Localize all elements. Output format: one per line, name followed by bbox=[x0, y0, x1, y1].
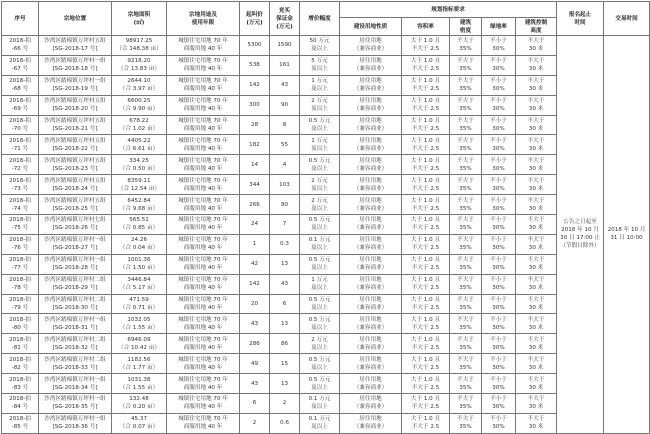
table-row bbox=[2, 75, 650, 95]
cell-area: 1031.38 （合 1.55 亩） bbox=[112, 374, 167, 394]
header-start-price: 起叫价 (万元) bbox=[240, 2, 270, 36]
cell-far: 大于 1.0 且 不大于 2.5 bbox=[402, 314, 450, 334]
cell-land-nature: 居住用地 （兼容商业） bbox=[340, 334, 402, 354]
cell-deposit: 13 bbox=[270, 374, 300, 394]
cell-deposit: 86 bbox=[270, 334, 300, 354]
cell-far: 大于 1.0 且 不大于 2.5 bbox=[402, 75, 450, 95]
cell-density: 不大于 35% bbox=[450, 334, 482, 354]
cell-increment: 0.5 万元 及以上 bbox=[300, 294, 340, 314]
cell-no: 2018-拍 -74 号 bbox=[2, 195, 39, 215]
cell-area: 334.25 （合 0.50 亩） bbox=[112, 155, 167, 175]
cell-no: 2018-拍 -81 号 bbox=[2, 334, 39, 354]
cell-far: 大于 1.0 且 不大于 2.5 bbox=[402, 234, 450, 254]
cell-signup-time: 公告之日起至 2018 年 10 月 30 日 17:00 止 （节假日除外） bbox=[557, 36, 604, 434]
cell-deposit: 0.3 bbox=[270, 234, 300, 254]
cell-area: 6452.84 （合 9.68 亩） bbox=[112, 195, 167, 215]
cell-height: 不大于 30 米 bbox=[516, 254, 557, 274]
header-green: 绿地率 bbox=[482, 18, 516, 36]
cell-land-nature: 居住用地 （兼容商业） bbox=[340, 254, 402, 274]
cell-height: 不大于 30 米 bbox=[516, 334, 557, 354]
table-row bbox=[2, 155, 650, 175]
cell-increment: 50 万元 及以上 bbox=[300, 36, 340, 56]
cell-location: 沙湾区踏棉镇万坪村七组 [SG-2018-26 号] bbox=[39, 215, 112, 235]
cell-increment: 0.1 万元 及以上 bbox=[300, 234, 340, 254]
cell-start-price: 266 bbox=[240, 195, 270, 215]
cell-height: 不大于 30 米 bbox=[516, 274, 557, 294]
table-row bbox=[2, 354, 650, 374]
cell-height: 不大于 30 米 bbox=[516, 175, 557, 195]
cell-use: 城镇住宅用地 70 年 商服用地 40 年 bbox=[167, 36, 240, 56]
cell-height: 不大于 30 米 bbox=[516, 155, 557, 175]
header-density: 建筑 密度 bbox=[450, 18, 482, 36]
cell-start-price: 2 bbox=[240, 413, 270, 433]
cell-far: 大于 1.0 且 不大于 2.5 bbox=[402, 155, 450, 175]
header-increment: 增价幅度 bbox=[300, 2, 340, 36]
cell-start-price: 1 bbox=[240, 234, 270, 254]
header-height: 建筑控制 高度 bbox=[516, 18, 557, 36]
cell-density: 不大于 35% bbox=[450, 36, 482, 56]
cell-land-nature: 居住用地 （兼容商业） bbox=[340, 115, 402, 135]
header-deposit: 竞买 保证金 (万元) bbox=[270, 2, 300, 36]
cell-height: 不大于 30 米 bbox=[516, 314, 557, 334]
cell-far: 大于 1.0 且 不大于 2.5 bbox=[402, 294, 450, 314]
cell-area: 45.37 （合 0.07 亩） bbox=[112, 413, 167, 433]
cell-location: 沙湾区踏棉镇万坪村五组 [SG-2018-17 号] bbox=[39, 36, 112, 56]
cell-land-nature: 居住用地 （兼容商业） bbox=[340, 36, 402, 56]
cell-deposit: 2 bbox=[270, 394, 300, 414]
cell-height: 不大于 30 米 bbox=[516, 75, 557, 95]
cell-land-nature: 居住用地 （兼容商业） bbox=[340, 294, 402, 314]
table-row bbox=[2, 314, 650, 334]
cell-land-nature: 居住用地 （兼容商业） bbox=[340, 75, 402, 95]
cell-area: 471.59 （合 0.71 亩） bbox=[112, 294, 167, 314]
cell-use: 城镇住宅用地 70 年 商服用地 40 年 bbox=[167, 115, 240, 135]
cell-area: 565.51 （合 0.85 亩） bbox=[112, 215, 167, 235]
cell-use: 城镇住宅用地 70 年 商服用地 40 年 bbox=[167, 254, 240, 274]
cell-deposit: 90 bbox=[270, 95, 300, 115]
cell-density: 不大于 35% bbox=[450, 374, 482, 394]
cell-no: 2018-拍 -71 号 bbox=[2, 135, 39, 155]
cell-start-price: 6 bbox=[240, 394, 270, 414]
cell-location: 沙湾区踏棉镇万坪村二组 [SG-2018-32 号] bbox=[39, 334, 112, 354]
cell-location: 沙湾区踏棉镇万坪村二组 [SG-2018-29 号] bbox=[39, 274, 112, 294]
cell-density: 不大于 35% bbox=[450, 234, 482, 254]
cell-use: 城镇住宅用地 70 年 商服用地 40 年 bbox=[167, 354, 240, 374]
cell-increment: 2 万元 及以上 bbox=[300, 334, 340, 354]
cell-green: 不小于 30% bbox=[482, 36, 516, 56]
header-no: 序号 bbox=[2, 2, 39, 36]
cell-use: 城镇住宅用地 70 年 商服用地 40 年 bbox=[167, 413, 240, 433]
cell-deposit: 103 bbox=[270, 175, 300, 195]
cell-far: 大于 1.0 且 不大于 2.5 bbox=[402, 36, 450, 56]
cell-land-nature: 居住用地 （兼容商业） bbox=[340, 374, 402, 394]
cell-density: 不大于 35% bbox=[450, 215, 482, 235]
cell-use: 城镇住宅用地 70 年 商服用地 40 年 bbox=[167, 195, 240, 215]
cell-far: 大于 1.0 且 不大于 2.5 bbox=[402, 135, 450, 155]
cell-land-nature: 居住用地 （兼容商业） bbox=[340, 314, 402, 334]
header-location: 宗地位置 bbox=[39, 2, 112, 36]
cell-location: 沙湾区踏棉镇万坪村二组 [SG-2018-33 号] bbox=[39, 354, 112, 374]
cell-no: 2018-拍 -66 号 bbox=[2, 36, 39, 56]
cell-far: 大于 1.0 且 不大于 2.5 bbox=[402, 195, 450, 215]
cell-green: 不小于 30% bbox=[482, 413, 516, 433]
cell-height: 不大于 30 米 bbox=[516, 36, 557, 56]
cell-no: 2018-拍 -69 号 bbox=[2, 95, 39, 115]
cell-use: 城镇住宅用地 70 年 商服用地 40 年 bbox=[167, 55, 240, 75]
cell-density: 不大于 35% bbox=[450, 254, 482, 274]
cell-land-nature: 居住用地 （兼容商业） bbox=[340, 215, 402, 235]
cell-height: 不大于 30 米 bbox=[516, 413, 557, 433]
cell-far: 大于 1.0 且 不大于 2.5 bbox=[402, 274, 450, 294]
cell-deposit: 13 bbox=[270, 314, 300, 334]
cell-height: 不大于 30 米 bbox=[516, 394, 557, 414]
cell-no: 2018-拍 -85 号 bbox=[2, 413, 39, 433]
header-use: 宗地用途及 使用年限 bbox=[167, 2, 240, 36]
cell-location: 沙湾区踏棉镇万坪村一组 [SG-2018-27 号] bbox=[39, 234, 112, 254]
cell-height: 不大于 30 米 bbox=[516, 234, 557, 254]
cell-use: 城镇住宅用地 70 年 商服用地 40 年 bbox=[167, 95, 240, 115]
cell-increment: 5 万元 及以上 bbox=[300, 55, 340, 75]
cell-no: 2018-拍 -76 号 bbox=[2, 234, 39, 254]
cell-density: 不大于 35% bbox=[450, 135, 482, 155]
cell-density: 不大于 35% bbox=[450, 354, 482, 374]
cell-use: 城镇住宅用地 70 年 商服用地 40 年 bbox=[167, 234, 240, 254]
cell-no: 2018-拍 -79 号 bbox=[2, 294, 39, 314]
table-row bbox=[2, 374, 650, 394]
cell-start-price: 300 bbox=[240, 95, 270, 115]
cell-no: 2018-拍 -70 号 bbox=[2, 115, 39, 135]
header-trade: 交易时间 bbox=[604, 2, 650, 36]
table-row bbox=[2, 55, 650, 75]
cell-height: 不大于 30 米 bbox=[516, 195, 557, 215]
cell-green: 不小于 30% bbox=[482, 254, 516, 274]
cell-land-nature: 居住用地 （兼容商业） bbox=[340, 195, 402, 215]
cell-land-nature: 居住用地 （兼容商业） bbox=[340, 274, 402, 294]
cell-far: 大于 1.0 且 不大于 2.5 bbox=[402, 95, 450, 115]
cell-area: 2644.10 （合 3.97 亩） bbox=[112, 75, 167, 95]
table-row bbox=[2, 195, 650, 215]
cell-use: 城镇住宅用地 70 年 商服用地 40 年 bbox=[167, 215, 240, 235]
cell-use: 城镇住宅用地 70 年 商服用地 40 年 bbox=[167, 374, 240, 394]
cell-height: 不大于 30 米 bbox=[516, 294, 557, 314]
header-area: 宗地面积 (㎡) bbox=[112, 2, 167, 36]
cell-far: 大于 1.0 且 不大于 2.5 bbox=[402, 394, 450, 414]
cell-area: 1001.36 （合 1.50 亩） bbox=[112, 254, 167, 274]
table-row bbox=[2, 135, 650, 155]
cell-land-nature: 居住用地 （兼容商业） bbox=[340, 354, 402, 374]
cell-far: 大于 1.0 且 不大于 2.5 bbox=[402, 334, 450, 354]
cell-green: 不小于 30% bbox=[482, 314, 516, 334]
cell-start-price: 286 bbox=[240, 334, 270, 354]
cell-deposit: 55 bbox=[270, 135, 300, 155]
cell-green: 不小于 30% bbox=[482, 274, 516, 294]
cell-deposit: 43 bbox=[270, 274, 300, 294]
cell-far: 大于 1.0 且 不大于 2.5 bbox=[402, 175, 450, 195]
cell-start-price: 14 bbox=[240, 155, 270, 175]
cell-green: 不小于 30% bbox=[482, 374, 516, 394]
cell-no: 2018-拍 -80 号 bbox=[2, 314, 39, 334]
cell-area: 24.26 （合 0.04 亩） bbox=[112, 234, 167, 254]
cell-land-nature: 居住用地 （兼容商业） bbox=[340, 175, 402, 195]
cell-deposit: 161 bbox=[270, 55, 300, 75]
cell-green: 不小于 30% bbox=[482, 75, 516, 95]
cell-land-nature: 居住用地 （兼容商业） bbox=[340, 95, 402, 115]
cell-start-price: 49 bbox=[240, 354, 270, 374]
cell-density: 不大于 35% bbox=[450, 175, 482, 195]
cell-area: 6600.25 （合 9.90 亩） bbox=[112, 95, 167, 115]
cell-green: 不小于 30% bbox=[482, 55, 516, 75]
cell-far: 大于 1.0 且 不大于 2.5 bbox=[402, 354, 450, 374]
cell-start-price: 24 bbox=[240, 215, 270, 235]
cell-no: 2018-拍 -73 号 bbox=[2, 175, 39, 195]
cell-area: 9218.20 （合 13.83 亩） bbox=[112, 55, 167, 75]
cell-use: 城镇住宅用地 70 年 商服用地 40 年 bbox=[167, 75, 240, 95]
cell-location: 沙湾区踏棉镇万坪村五组 [SG-2018-25 号] bbox=[39, 195, 112, 215]
cell-green: 不小于 30% bbox=[482, 394, 516, 414]
cell-area: 98917.25 （合 148.38 亩） bbox=[112, 36, 167, 56]
cell-density: 不大于 35% bbox=[450, 95, 482, 115]
header-land-nature: 建设用地性质 bbox=[340, 18, 402, 36]
header-planning: 规划指标要求 bbox=[340, 2, 557, 18]
cell-increment: 0.1 万元 及以上 bbox=[300, 413, 340, 433]
table-row bbox=[2, 254, 650, 274]
table-row bbox=[2, 95, 650, 115]
table-row bbox=[2, 36, 650, 56]
cell-increment: 0.5 万元 及以上 bbox=[300, 155, 340, 175]
cell-use: 城镇住宅用地 70 年 商服用地 40 年 bbox=[167, 135, 240, 155]
header-far: 容积率 bbox=[402, 18, 450, 36]
cell-height: 不大于 30 米 bbox=[516, 95, 557, 115]
cell-increment: 0.5 万元 及以上 bbox=[300, 215, 340, 235]
cell-green: 不小于 30% bbox=[482, 215, 516, 235]
cell-start-price: 20 bbox=[240, 294, 270, 314]
table-row bbox=[2, 294, 650, 314]
table-row bbox=[2, 334, 650, 354]
cell-start-price: 142 bbox=[240, 75, 270, 95]
cell-green: 不小于 30% bbox=[482, 234, 516, 254]
cell-increment: 2 万元 及以上 bbox=[300, 175, 340, 195]
table-row bbox=[2, 413, 650, 433]
cell-green: 不小于 30% bbox=[482, 334, 516, 354]
cell-location: 沙湾区踏棉镇万坪村五组 [SG-2018-21 号] bbox=[39, 115, 112, 135]
cell-no: 2018-拍 -82 号 bbox=[2, 354, 39, 374]
cell-area: 3446.84 （合 5.17 亩） bbox=[112, 274, 167, 294]
cell-increment: 2 万元 及以上 bbox=[300, 195, 340, 215]
cell-start-price: 142 bbox=[240, 274, 270, 294]
cell-density: 不大于 35% bbox=[450, 75, 482, 95]
cell-location: 沙湾区踏棉镇万坪村一组 [SG-2018-36 号] bbox=[39, 413, 112, 433]
cell-area: 678.22 （合 1.02 亩） bbox=[112, 115, 167, 135]
cell-increment: 0.5 万元 及以上 bbox=[300, 354, 340, 374]
cell-density: 不大于 35% bbox=[450, 274, 482, 294]
cell-far: 大于 1.0 且 不大于 2.5 bbox=[402, 374, 450, 394]
cell-no: 2018-拍 -67 号 bbox=[2, 55, 39, 75]
cell-no: 2018-拍 -68 号 bbox=[2, 75, 39, 95]
cell-use: 城镇住宅用地 70 年 商服用地 40 年 bbox=[167, 274, 240, 294]
cell-trade-time: 2018 年 10 月 31 日 10:00 bbox=[604, 36, 650, 434]
cell-green: 不小于 30% bbox=[482, 354, 516, 374]
cell-no: 2018-拍 -72 号 bbox=[2, 155, 39, 175]
cell-no: 2018-拍 -77 号 bbox=[2, 254, 39, 274]
table-row bbox=[2, 175, 650, 195]
cell-use: 城镇住宅用地 70 年 商服用地 40 年 bbox=[167, 294, 240, 314]
cell-location: 沙湾区踏棉镇万坪村一组 [SG-2018-18 号] bbox=[39, 55, 112, 75]
table-row bbox=[2, 234, 650, 254]
cell-area: 8359.11 （合 12.54 亩） bbox=[112, 175, 167, 195]
cell-deposit: 8 bbox=[270, 115, 300, 135]
cell-density: 不大于 35% bbox=[450, 294, 482, 314]
cell-location: 沙湾区踏棉镇万坪村一组 [SG-2018-28 号] bbox=[39, 254, 112, 274]
cell-deposit: 15 bbox=[270, 354, 300, 374]
cell-increment: 1 万元 及以上 bbox=[300, 274, 340, 294]
cell-height: 不大于 30 米 bbox=[516, 135, 557, 155]
cell-start-price: 43 bbox=[240, 374, 270, 394]
cell-location: 沙湾区踏棉镇万坪村五组 [SG-2018-22 号] bbox=[39, 135, 112, 155]
table-row bbox=[2, 394, 650, 414]
cell-density: 不大于 35% bbox=[450, 195, 482, 215]
cell-location: 沙湾区踏棉镇万坪村五组 [SG-2018-23 号] bbox=[39, 155, 112, 175]
cell-location: 沙湾区踏棉镇万坪村一组 [SG-2018-34 号] bbox=[39, 374, 112, 394]
cell-location: 沙湾区踏棉镇万坪村五组 [SG-2018-24 号] bbox=[39, 175, 112, 195]
cell-use: 城镇住宅用地 70 年 商服用地 40 年 bbox=[167, 394, 240, 414]
cell-start-price: 5300 bbox=[240, 36, 270, 56]
cell-far: 大于 1.0 且 不大于 2.5 bbox=[402, 55, 450, 75]
cell-area: 1182.56 （合 1.77 亩） bbox=[112, 354, 167, 374]
cell-area: 4405.22 （合 6.61 亩） bbox=[112, 135, 167, 155]
cell-start-price: 43 bbox=[240, 314, 270, 334]
cell-no: 2018-拍 -75 号 bbox=[2, 215, 39, 235]
cell-land-nature: 居住用地 （兼容商业） bbox=[340, 394, 402, 414]
cell-start-price: 182 bbox=[240, 135, 270, 155]
cell-far: 大于 1.0 且 不大于 2.5 bbox=[402, 215, 450, 235]
cell-location: 沙湾区踏棉镇万坪村一组 [SG-2018-31 号] bbox=[39, 314, 112, 334]
cell-deposit: 0.6 bbox=[270, 413, 300, 433]
cell-density: 不大于 35% bbox=[450, 155, 482, 175]
cell-area: 6946.09 （合 10.42 亩） bbox=[112, 334, 167, 354]
cell-no: 2018-拍 -84 号 bbox=[2, 394, 39, 414]
cell-green: 不小于 30% bbox=[482, 195, 516, 215]
cell-use: 城镇住宅用地 70 年 商服用地 40 年 bbox=[167, 155, 240, 175]
cell-height: 不大于 30 米 bbox=[516, 55, 557, 75]
cell-no: 2018-拍 -83 号 bbox=[2, 374, 39, 394]
cell-increment: 1 万元 及以上 bbox=[300, 75, 340, 95]
cell-density: 不大于 35% bbox=[450, 314, 482, 334]
cell-increment: 0.5 万元 及以上 bbox=[300, 374, 340, 394]
cell-deposit: 7 bbox=[270, 215, 300, 235]
cell-green: 不小于 30% bbox=[482, 155, 516, 175]
cell-green: 不小于 30% bbox=[482, 95, 516, 115]
cell-land-nature: 居住用地 （兼容商业） bbox=[340, 155, 402, 175]
cell-green: 不小于 30% bbox=[482, 294, 516, 314]
cell-deposit: 80 bbox=[270, 195, 300, 215]
cell-land-nature: 居住用地 （兼容商业） bbox=[340, 413, 402, 433]
table-row bbox=[2, 115, 650, 135]
cell-density: 不大于 35% bbox=[450, 413, 482, 433]
cell-land-nature: 居住用地 （兼容商业） bbox=[340, 55, 402, 75]
cell-height: 不大于 30 米 bbox=[516, 354, 557, 374]
cell-increment: 0.5 万元 及以上 bbox=[300, 314, 340, 334]
cell-start-price: 344 bbox=[240, 175, 270, 195]
cell-start-price: 42 bbox=[240, 254, 270, 274]
header-signup: 报名起止 时间 bbox=[557, 2, 604, 36]
cell-deposit: 43 bbox=[270, 75, 300, 95]
cell-deposit: 6 bbox=[270, 294, 300, 314]
cell-start-price: 538 bbox=[240, 55, 270, 75]
cell-location: 沙湾区踏棉镇万坪村五组 [SG-2018-20 号] bbox=[39, 95, 112, 115]
cell-no: 2018-拍 -78 号 bbox=[2, 274, 39, 294]
cell-green: 不小于 30% bbox=[482, 135, 516, 155]
cell-increment: 0.5 万元 及以上 bbox=[300, 115, 340, 135]
cell-far: 大于 1.0 且 不大于 2.5 bbox=[402, 413, 450, 433]
cell-far: 大于 1.0 且 不大于 2.5 bbox=[402, 115, 450, 135]
cell-height: 不大于 30 米 bbox=[516, 215, 557, 235]
cell-increment: 2 万元 及以上 bbox=[300, 95, 340, 115]
cell-increment: 0.1 万元 及以上 bbox=[300, 394, 340, 414]
cell-land-nature: 居住用地 （兼容商业） bbox=[340, 135, 402, 155]
cell-area: 132.48 （合 0.20 亩） bbox=[112, 394, 167, 414]
cell-density: 不大于 35% bbox=[450, 115, 482, 135]
cell-green: 不小于 30% bbox=[482, 175, 516, 195]
cell-use: 城镇住宅用地 70 年 商服用地 40 年 bbox=[167, 314, 240, 334]
cell-density: 不大于 35% bbox=[450, 55, 482, 75]
cell-density: 不大于 35% bbox=[450, 394, 482, 414]
land-auction-table bbox=[1, 1, 650, 434]
table-row bbox=[2, 215, 650, 235]
cell-green: 不小于 30% bbox=[482, 115, 516, 135]
cell-height: 不大于 30 米 bbox=[516, 374, 557, 394]
cell-location: 沙湾区踏棉镇万坪村一组 [SG-2018-19 号] bbox=[39, 75, 112, 95]
cell-location: 沙湾区踏棉镇万坪村一组 [SG-2018-35 号] bbox=[39, 394, 112, 414]
cell-deposit: 1590 bbox=[270, 36, 300, 56]
cell-far: 大于 1.0 且 不大于 2.5 bbox=[402, 254, 450, 274]
cell-increment: 0.5 万元 及以上 bbox=[300, 254, 340, 274]
cell-location: 沙湾区踏棉镇万坪村二组 [SG-2018-30 号] bbox=[39, 294, 112, 314]
cell-use: 城镇住宅用地 70 年 商服用地 40 年 bbox=[167, 175, 240, 195]
cell-area: 1032.05 （合 1.55 亩） bbox=[112, 314, 167, 334]
cell-start-price: 28 bbox=[240, 115, 270, 135]
cell-height: 不大于 30 米 bbox=[516, 115, 557, 135]
cell-use: 城镇住宅用地 70 年 商服用地 40 年 bbox=[167, 334, 240, 354]
cell-land-nature: 居住用地 （兼容商业） bbox=[340, 234, 402, 254]
table-row bbox=[2, 274, 650, 294]
cell-deposit: 4 bbox=[270, 155, 300, 175]
cell-increment: 1 万元 及以上 bbox=[300, 135, 340, 155]
cell-deposit: 13 bbox=[270, 254, 300, 274]
